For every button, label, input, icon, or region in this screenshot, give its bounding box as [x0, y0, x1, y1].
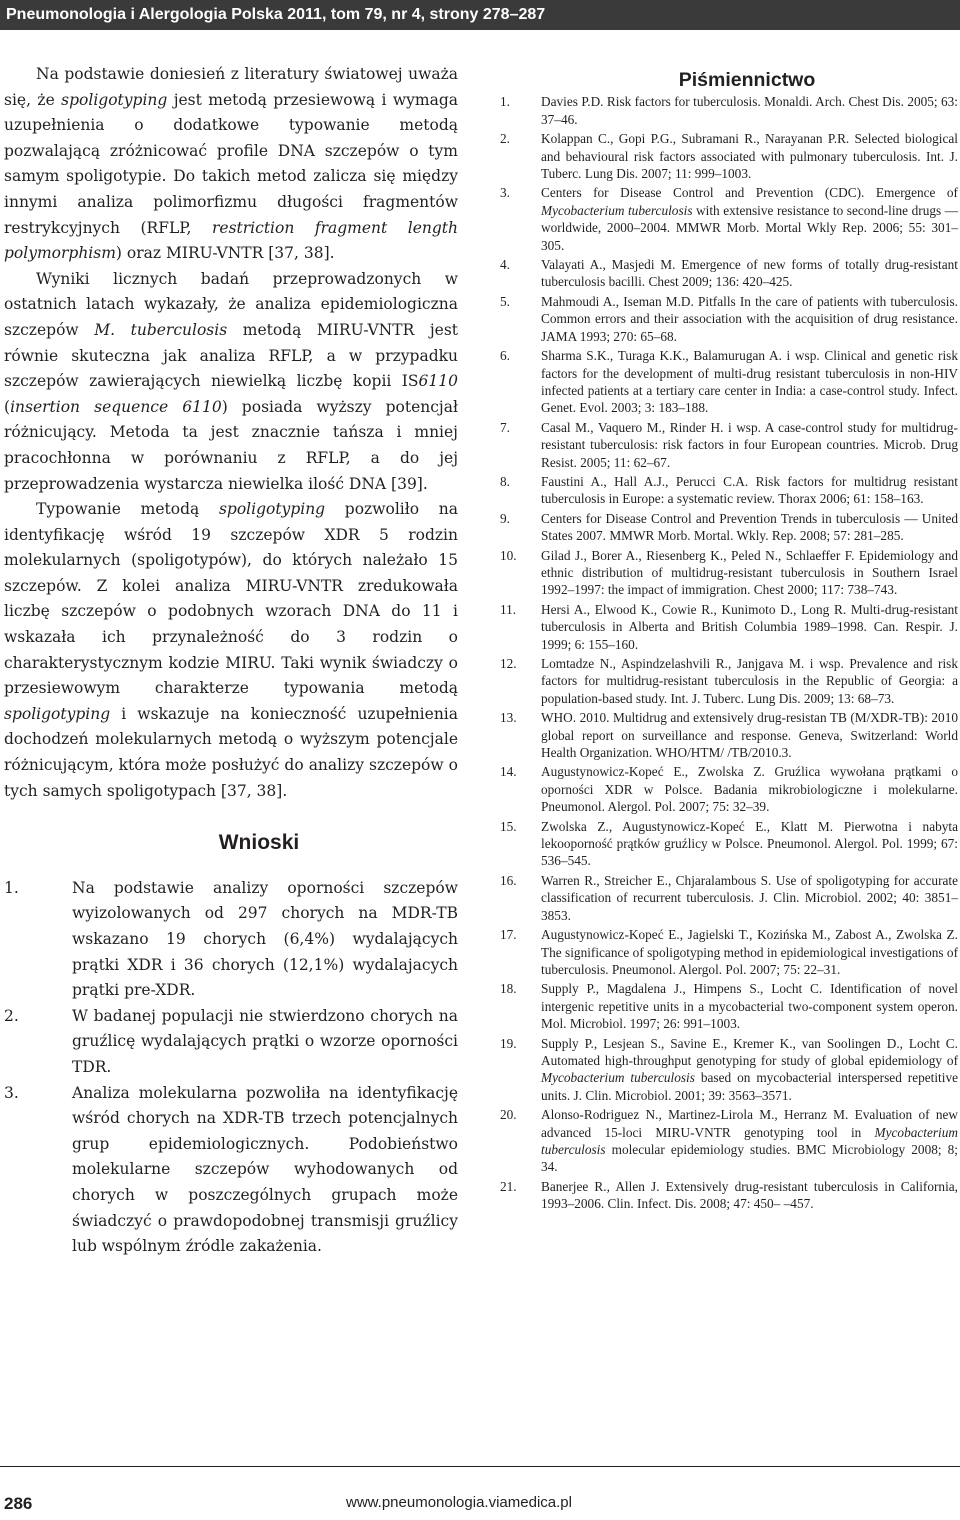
- reference-text: Supply P., Magdalena J., Himpens S., Locht C. Identification of novel intergenic repetitive units in a mycobacterial two-component system operon. Mol. Microbiol. 1997; 26: 991–1003.: [541, 981, 958, 1032]
- reference-text: Valayati A., Masjedi M. Emergence of new forms of totally drug-resistant tuberculosis bacilli. Chest 2009; 136: 420–425.: [541, 257, 958, 290]
- reference-number: 14.: [500, 764, 517, 780]
- reference-number: 3.: [500, 185, 510, 201]
- text-run: Na podstawie doniesień z literatury światowej uważa się, że: [4, 65, 458, 109]
- text-run: metodą MIRU-VNTR jest równie skuteczna jak analiza RFLP, a w przypadku szczepów zawierających niewielką liczbę kopii IS: [4, 320, 458, 391]
- reference-text: with extensive resistance to second-line drugs — worldwide, 2000–2004. MMWR Morb. Mortal Wkly Rep. 2006; 55: 301–305.: [541, 202, 958, 253]
- reference-item: [500, 980, 958, 1032]
- reference-number: 12.: [500, 656, 517, 671]
- reference-number: 13.: [500, 710, 517, 726]
- journal-header: [0, 0, 960, 30]
- conclusions-list: [4, 876, 458, 1260]
- reference-text: Augustynowicz-Kopeć E., Jagielski T., Kozińska M., Zabost A., Zwolska Z. The significance of spoligotyping method in epidemiological investigations of tuberculosis. Pneumonol. Alergol. Pol. 2007; 75: 22–31.: [541, 927, 958, 977]
- reference-item: [500, 130, 958, 182]
- species-name: Mycobacterium tuberculosis: [541, 1124, 958, 1157]
- text-run: ) posiada wyższy potencjał różnicujący. Metoda ta jest znacznie tańsza i mniej pracochłonna w porównaniu z RFLP, a do jej przeprowadzenia wystarcza niewielka ilość DNA [39].: [4, 397, 458, 493]
- conclusion-text: Analiza molekularna pozwoliła na identyfikację wśród chorych na XDR-TB trzech potencjalnych grup epidemiologicznych. Podobieństwo molekularne szczepów wyhodowanych od chorych w poszczególnych grupach może świadczyć o prawdopodobnej transmisji gruźlicy lub wspólnym źródle zakażenia.: [72, 1083, 458, 1256]
- reference-text: molecular epidemiology studies. BMC Microbiology 2008; 8; 34.: [541, 1141, 958, 1175]
- reference-text: Gilad J., Borer A., Riesenberg K., Peled N., Schlaeffer F. Epidemiology and ethnic distribution of multidrug-resistant tuberculosis in Southern Israel 1992–1997: the impact of immigration. Chest 2000; 117: 738–743.: [541, 547, 958, 598]
- reference-text: Faustini A., Hall A.J., Perucci C.A. Risk factors for multidrug resistant tuberculosis in Europe: a systematic review. Thorax 2006; 61: 158–163.: [541, 473, 958, 507]
- references-list: [500, 93, 958, 1212]
- reference-item: [500, 256, 958, 291]
- text-run: (: [4, 397, 11, 416]
- conclusion-item: [4, 1004, 458, 1081]
- conclusion-number: 2.: [4, 1006, 19, 1025]
- right-column: [500, 69, 958, 1215]
- reference-text: Sharma S.K., Turaga K.K., Balamurugan A. i wsp. Clinical and genetic risk factors for the development of multi-drug resistant tuberculosis in non-HIV infected patients at a tertiary care center in India: a case-control study. Infect. Genet. Evol. 2003; 3: 183–188.: [541, 348, 958, 416]
- reference-text: Davies P.D. Risk factors for tuberculosis. Monaldi. Arch. Chest Dis. 2005; 63: 37–46.: [541, 94, 958, 127]
- text-run: ) oraz MIRU-VNTR [37, 38].: [115, 244, 335, 263]
- conclusion-text: W badanej populacji nie stwierdzono chorych na gruźlicę wydalających prątki o wzorze oporności TDR.: [72, 1006, 458, 1076]
- left-column: [4, 62, 458, 1260]
- text-run: i wskazuje na konieczność uzupełnienia dochodzeń molekularnych metodą o wyższym potencjale różnicującym, która może posłużyć do analizy szczepów o tych samych spoligotypach [37, 38].: [4, 704, 458, 800]
- reference-item: [500, 347, 958, 417]
- reference-text: WHO. 2010. Multidrug and extensively drug-resistan TB (M/XDR-TB): 2010 global report on surveillance and response. Geneva, Switzerland: World Health Organization. WHO/HTM/ /TB/2010.3.: [541, 710, 958, 761]
- conclusion-text: Na podstawie analizy oporności szczepów wyizolowanych od 297 chorych na MDR-TB wskazano 19 chorych (6,4%) wydalających prątki XDR i 36 chorych (12,1%) wydalajacych prątki pre-XDR.: [72, 878, 458, 1000]
- reference-number: 16.: [500, 872, 517, 888]
- reference-number: 20.: [500, 1107, 517, 1123]
- reference-number: 7.: [500, 419, 510, 435]
- text-run: pozwoliło na identyfikację wśród 19 szczepów XDR 5 rodzin molekularnych (spoligotypów), do których należało 15 szczepów. Z kolei analiza MIRU-VNTR zredukowała liczbę szczepów o podobnych wzorach DNA do 11 i wskazała ich przynależność do 3 rodzin o charakterystycznym kodzie MIRU. Taki wynik świadczy o przesiewowym charakterze typowania metodą: [4, 500, 459, 698]
- journal-title: Pneumonologia i Alergologia Polska 2011, tom 79, nr 4, strony 278–287: [6, 6, 546, 23]
- species-name: Mycobacterium tuberculosis: [541, 202, 693, 218]
- italic-term: restriction fragment length polymorphism: [4, 218, 458, 263]
- text-run: Wyniki licznych badań przeprowadzonych w ostatnich latach wykazały, że analiza epidemiologiczna szczepów: [4, 269, 458, 339]
- conclusion-item: [4, 1081, 458, 1260]
- italic-term: spoligotyping: [218, 500, 326, 519]
- reference-text: Centers for Disease Control and Prevention Trends in tuberculosis — United States 2007. MMWR Morb. Mortal. Wkly. Rep. 2008; 57: 281–285.: [541, 510, 958, 544]
- page-number: 286: [4, 1494, 33, 1513]
- reference-text: Banerjee R., Allen J. Extensively drug-resistant tuberculosis in California, 1993–2006. Clin. Infect. Dis. 2008; 47: 450– –457.: [541, 1178, 958, 1212]
- reference-item: [500, 1106, 958, 1176]
- species-name: Mycobacterium tuberculosis: [541, 1070, 695, 1086]
- reference-item: [500, 184, 958, 254]
- footer-divider: [0, 1466, 960, 1467]
- reference-item: [500, 601, 958, 653]
- journal-website-link[interactable]: www.pneumonologia.viamedica.pl: [346, 1494, 572, 1511]
- reference-item: [500, 510, 958, 545]
- reference-number: 10.: [500, 547, 517, 563]
- body-paragraph: [4, 62, 458, 267]
- body-text: [4, 62, 458, 804]
- reference-number: 9.: [500, 510, 510, 526]
- reference-number: 19.: [500, 1035, 517, 1051]
- conclusions-title: Wnioski: [218, 831, 300, 855]
- reference-number: 17.: [500, 927, 517, 943]
- reference-text: Centers for Disease Control and Prevention (CDC). Emergence of: [541, 185, 958, 201]
- reference-number: 5.: [500, 293, 510, 309]
- body-paragraph: [4, 267, 458, 497]
- reference-item: [500, 93, 958, 128]
- reference-item: [500, 655, 958, 707]
- reference-item: [500, 293, 958, 345]
- reference-item: [500, 1178, 958, 1213]
- italic-term: spoligotyping: [61, 90, 168, 109]
- reference-text: Supply P., Lesjean S., Savine E., Kremer K., van Soolingen D., Locht C. Automated high-throughput genotyping for study of global epidemiology of: [541, 1035, 958, 1068]
- italic-term: 6110: [418, 372, 458, 391]
- reference-item: [500, 419, 958, 471]
- conclusion-number: 1.: [4, 878, 19, 897]
- reference-number: 21.: [500, 1178, 517, 1194]
- reference-text: Zwolska Z., Augustynowicz-Kopeć E., Klatt M. Pierwotna i nabyta lekooporność prątków gruźlicy w Polsce. Pneumonol. Alergol. Pol. 1999; 67: 536–545.: [541, 818, 958, 869]
- reference-item: [500, 872, 958, 924]
- reference-item: [500, 473, 958, 508]
- reference-number: 15.: [500, 818, 517, 834]
- reference-text: Alonso-Rodriguez N., Martinez-Lirola M., Herranz M. Evaluation of new advanced 15-loci MIRU-VNTR genotyping tool in: [541, 1107, 958, 1140]
- reference-text: Augustynowicz-Kopeć E., Zwolska Z. Gruźlica wywołana prątkami o oporności XDR w Polsce. Badania mikrobiologiczne i molekularne. Pneumonol. Alergol. Pol. 2007; 75: 32–39.: [541, 764, 958, 815]
- references-title: Piśmiennictwo: [678, 69, 816, 91]
- text-run: Typowanie metodą: [36, 500, 219, 519]
- reference-text: Hersi A., Elwood K., Cowie R., Kunimoto D., Long R. Multi-drug-resistant tuberculosis in Alberta and British Columbia 1989–1998. Can. Respir. J. 1999; 6: 155–160.: [541, 601, 958, 652]
- text-run: jest metodą przesiewową i wymaga uzupełnienia o dodatkowe typowanie metodą pozwalającą zróżnicować profile DNA szczepów o tym samym spoligotypie. Do takich metod zalicza się między innymi analiza polimorfizmu długości fragmentów restrykcyjnych (RFLP,: [4, 90, 458, 237]
- reference-item: [500, 1035, 958, 1105]
- conclusion-item: [4, 876, 458, 1004]
- reference-text: Warren R., Streicher E., Chjaralambous S. Use of spoligotyping for accurate classification of recurrent tuberculosis. J. Clin. Microbiol. 2002; 40: 3851–3853.: [541, 872, 958, 923]
- reference-number: 6.: [500, 348, 510, 364]
- reference-item: [500, 818, 958, 870]
- reference-text: Casal M., Vaquero M., Rinder H. i wsp. A case-control study for multidrug-resistant tuberculosis: risk factors in four European countries. Microb. Drug Resist. 2005; 11: 62–67.: [541, 419, 958, 470]
- italic-term: M. tuberculosis: [94, 320, 228, 339]
- reference-number: 1.: [500, 94, 510, 110]
- reference-text: based on mycobacterial interspersed repetitive units. J. Clin. Microbiol. 2001; 39: 3563–3571.: [541, 1070, 958, 1103]
- reference-number: 4.: [500, 257, 510, 273]
- body-paragraph: [4, 497, 458, 804]
- reference-text: Lomtadze N., Aspindzelashvili R., Janjgava M. i wsp. Prevalence and risk factors for multidrug-resistant tuberculosis in the Republic of Georgia: a population-based study. Int. J. Tuberc. Lung Dis. 2009; 13: 68–73.: [541, 656, 958, 706]
- reference-text: Kolappan C., Gopi P.G., Subramani R., Narayanan P.R. Selected biological and behavioural risk factors associated with pulmonary tuberculosis. Int. J. Tuberc. Lung Dis. 2007; 11: 999–1003.: [541, 131, 958, 182]
- reference-item: [500, 926, 958, 978]
- reference-number: 11.: [500, 601, 517, 617]
- reference-item: [500, 763, 958, 815]
- conclusion-number: 3.: [4, 1083, 19, 1102]
- italic-term: insertion sequence 6110: [10, 397, 222, 416]
- reference-item: [500, 709, 958, 761]
- reference-number: 18.: [500, 981, 517, 997]
- italic-term: spoligotyping: [4, 704, 111, 723]
- reference-number: 8.: [500, 473, 510, 489]
- reference-text: Mahmoudi A., Iseman M.D. Pitfalls In the care of patients with tuberculosis. Common errors and their association with the acquisition of drug resistance. JAMA 1993; 270: 65–68.: [541, 293, 958, 344]
- reference-number: 2.: [500, 131, 510, 147]
- reference-item: [500, 547, 958, 599]
